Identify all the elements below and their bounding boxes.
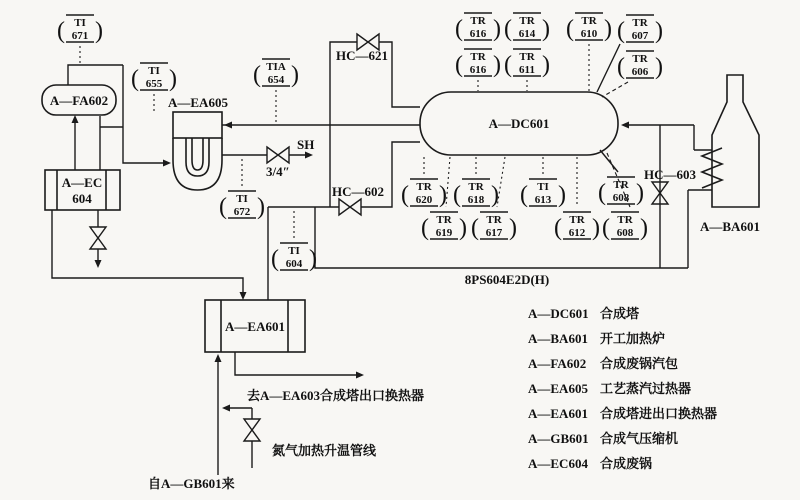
svg-text:606: 606: [631, 66, 649, 78]
svg-text:(: (: [554, 215, 562, 241]
svg-text:): ): [640, 215, 648, 241]
instrument-bubble-ti-613: [520, 179, 566, 208]
svg-text:(: (: [504, 52, 512, 78]
note-from-gb601: 自A—GB601来: [148, 476, 235, 491]
svg-text:(: (: [453, 182, 461, 208]
svg-text:608: 608: [612, 192, 630, 204]
valve-hc-602-label: HC—602: [332, 184, 384, 199]
svg-text:): ): [493, 52, 501, 78]
svg-text:(: (: [455, 52, 463, 78]
svg-text:672: 672: [233, 206, 251, 218]
svg-text:(: (: [617, 54, 625, 80]
exchanger-a-ea605: [168, 95, 228, 190]
instrument-bubble-tr-606: [617, 51, 663, 80]
svg-text:TR: TR: [436, 214, 452, 226]
valve-3-4in-size-label: 3/4″: [266, 164, 290, 179]
svg-text:608: 608: [616, 227, 634, 239]
legend-code: A—EC604: [528, 456, 588, 471]
svg-text:612: 612: [568, 227, 586, 239]
svg-text:): ): [169, 66, 177, 92]
svg-text:611: 611: [519, 64, 535, 76]
pipe-ec604-to-ea601: [52, 210, 247, 300]
svg-text:TI: TI: [74, 17, 86, 29]
svg-text:): ): [604, 16, 612, 42]
legend-desc: 合成气压缩机: [600, 431, 679, 446]
legend-row-aea605: [528, 381, 691, 396]
legend-row-aba601: [528, 331, 665, 346]
svg-text:TR: TR: [613, 179, 629, 191]
svg-text:TR: TR: [569, 214, 585, 226]
legend-desc: 开工加热炉: [600, 331, 666, 346]
svg-text:617: 617: [485, 227, 503, 239]
svg-text:): ): [558, 182, 566, 208]
svg-text:(: (: [421, 215, 429, 241]
valve-nitrogen: [244, 419, 260, 441]
svg-text:(: (: [566, 16, 574, 42]
svg-text:TR: TR: [468, 181, 484, 193]
legend-code: A—FA602: [528, 356, 587, 371]
exchanger-a-ea601-label: A—EA601: [225, 319, 285, 334]
legend-row-afa602: [528, 356, 678, 371]
svg-text:TR: TR: [632, 53, 648, 65]
drum-a-fa602-label: A—FA602: [49, 93, 109, 108]
instrument-bubble-tr-611: [504, 49, 550, 78]
svg-text:): ): [542, 52, 550, 78]
svg-text:(: (: [471, 215, 479, 241]
svg-text:TI: TI: [236, 193, 248, 205]
legend-row-adc601: [528, 306, 640, 321]
svg-text:(: (: [598, 180, 606, 206]
legend-code: A—EA601: [528, 406, 588, 421]
svg-text:(: (: [602, 215, 610, 241]
instrument-bubble-ti-672: [219, 191, 265, 220]
boiler-a-ec604: [45, 170, 120, 210]
instrument-bubble-tr-612: [554, 212, 600, 241]
svg-text:TR: TR: [486, 214, 502, 226]
note-nitrogen-line: 氮气加热升温管线: [272, 443, 377, 458]
svg-text:TI: TI: [288, 245, 300, 257]
valve-hc-621-label: HC—621: [336, 48, 388, 63]
legend-desc: 合成塔进出口换热器: [600, 406, 718, 421]
svg-text:TI: TI: [537, 181, 549, 193]
svg-text:(: (: [57, 18, 65, 44]
svg-text:(: (: [520, 182, 528, 208]
pipe-gb601-riser: [215, 354, 222, 475]
svg-text:TI: TI: [148, 65, 160, 77]
svg-text:TR: TR: [519, 51, 535, 63]
vessel-a-dc601-label: A—DC601: [488, 116, 550, 131]
svg-text:TR: TR: [470, 51, 486, 63]
svg-text:): ): [542, 16, 550, 42]
legend-desc: 工艺蒸汽过热器: [600, 381, 692, 396]
svg-text:(: (: [219, 194, 227, 220]
svg-text:604: 604: [285, 258, 303, 270]
svg-text:): ): [636, 180, 644, 206]
instrument-bubble-tr-608: [598, 177, 644, 206]
svg-text:(: (: [455, 16, 463, 42]
svg-text:607: 607: [631, 30, 649, 42]
svg-text:620: 620: [415, 194, 433, 206]
boiler-a-ec604-label1: A—EC: [61, 175, 103, 190]
valve-hc-621: [336, 34, 388, 63]
pipe-hc602-line: [268, 125, 420, 300]
svg-text:TR: TR: [519, 15, 535, 27]
boiler-a-ec604-label2: 604: [72, 191, 92, 206]
svg-text:TR: TR: [470, 15, 486, 27]
valve-ec604-drain: [90, 227, 106, 249]
svg-text:654: 654: [267, 74, 285, 86]
legend-code: A—DC601: [528, 306, 589, 321]
instrument-bubble-tr-607: [617, 15, 663, 44]
vessel-a-dc601: [420, 92, 618, 155]
svg-text:): ): [95, 18, 103, 44]
furnace-a-ba601: [700, 75, 760, 234]
instrument-bubble-tr-619: [421, 212, 467, 241]
svg-text:): ): [509, 215, 517, 241]
svg-text:): ): [309, 246, 317, 272]
svg-text:): ): [592, 215, 600, 241]
svg-text:610: 610: [580, 28, 598, 40]
svg-text:616: 616: [469, 64, 487, 76]
svg-text:619: 619: [435, 227, 453, 239]
instrument-bubble-tr-616: [455, 13, 501, 42]
svg-text:614: 614: [518, 28, 536, 40]
svg-text:(: (: [253, 62, 261, 88]
svg-text:): ): [439, 182, 447, 208]
instrument-bubble-tr-618: [453, 179, 499, 208]
svg-text:): ): [291, 62, 299, 88]
instrument-bubble-tr-614: [504, 13, 550, 42]
instrument-bubble-tr-617: [471, 212, 517, 241]
instrument-bubble-ti-671: [57, 15, 103, 44]
svg-text:(: (: [131, 66, 139, 92]
exchanger-a-ea605-label: A—EA605: [168, 95, 228, 110]
pipe-furnace-circuit: [621, 122, 712, 269]
svg-text:TR: TR: [632, 17, 648, 29]
legend-desc: 合成塔: [600, 306, 640, 321]
svg-text:671: 671: [71, 30, 89, 42]
valve-hc-602: [332, 184, 384, 215]
svg-text:): ): [491, 182, 499, 208]
legend-desc: 合成废锅: [600, 456, 653, 471]
legend-desc: 合成废锅汽包: [600, 356, 679, 371]
note-to-ea603: 去A—EA603合成塔出口换热器: [247, 388, 424, 403]
svg-text:(: (: [617, 18, 625, 44]
svg-text:): ): [257, 194, 265, 220]
legend-code: A—BA601: [528, 331, 588, 346]
legend-code: A—GB601: [528, 431, 589, 446]
instrument-bubble-tia-654: [253, 59, 299, 88]
pipe-ea601-outlet: [235, 352, 364, 379]
instrument-bubble-ti-655: [131, 63, 177, 92]
svg-text:): ): [459, 215, 467, 241]
instrument-bubble-tr-608: [602, 212, 648, 241]
instrument-bubble-ti-604: [271, 243, 317, 272]
sh-line-label: SH: [297, 137, 315, 152]
svg-text:(: (: [504, 16, 512, 42]
pipe-ea605-to-dc601: [222, 122, 420, 129]
legend-row-agb601: [528, 431, 678, 446]
instrument-bubble-tr-610: [566, 13, 612, 42]
line-code-8ps604: 8PS604E2D(H): [464, 272, 550, 287]
svg-text:655: 655: [145, 78, 163, 90]
instrument-bubble-tr-620: [401, 179, 447, 208]
drum-a-fa602: [42, 85, 116, 115]
svg-text:): ): [493, 16, 501, 42]
valve-hc-603-label: HC—603: [644, 167, 696, 182]
legend-code: A—EA605: [528, 381, 588, 396]
svg-text:613: 613: [534, 194, 552, 206]
valve-3-4in: [266, 137, 314, 179]
svg-text:TR: TR: [416, 181, 432, 193]
instrument-bubble-tr-616: [455, 49, 501, 78]
svg-text:): ): [655, 18, 663, 44]
svg-text:TR: TR: [581, 15, 597, 27]
legend-row-aec604: [528, 456, 652, 471]
svg-text:TIA: TIA: [266, 61, 286, 73]
svg-text:(: (: [401, 182, 409, 208]
svg-text:616: 616: [469, 28, 487, 40]
svg-text:618: 618: [467, 194, 485, 206]
svg-text:(: (: [271, 246, 279, 272]
svg-text:TR: TR: [617, 214, 633, 226]
legend-row-aea601: [528, 406, 717, 421]
svg-text:): ): [655, 54, 663, 80]
equipment-legend: [528, 306, 717, 471]
furnace-a-ba601-label: A—BA601: [700, 219, 760, 234]
exchanger-a-ea601: [205, 300, 305, 352]
